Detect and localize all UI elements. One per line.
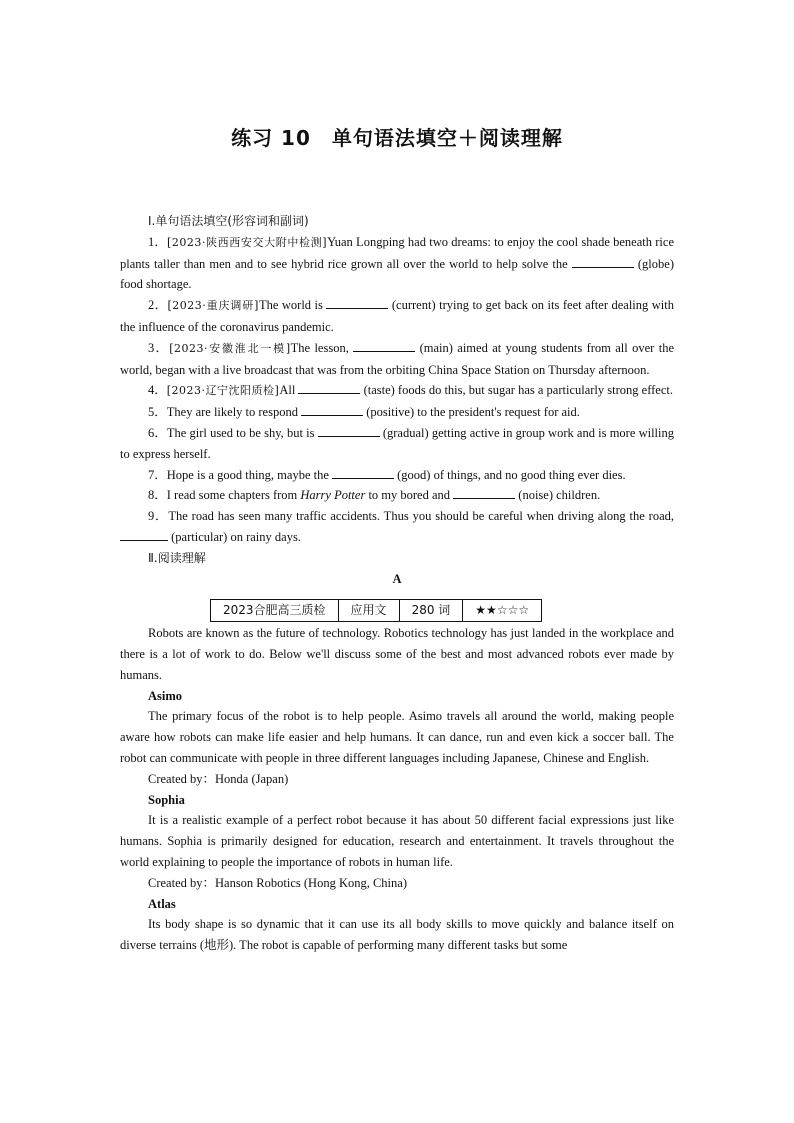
answer-blank[interactable]	[326, 296, 388, 309]
question-5: 5．They are likely to respond (positive) to the president's request for aid.	[148, 405, 580, 420]
info-source: 2023合肥高三质检	[211, 600, 339, 622]
answer-blank[interactable]	[453, 486, 515, 499]
robot-name: Sophia	[148, 792, 185, 807]
answer-blank[interactable]	[572, 255, 634, 268]
document-body	[120, 211, 674, 956]
info-genre: 应用文	[338, 600, 399, 622]
question-6: 6．The girl used to be shy, but is (gradual) getting active in group work and is more willing to express herself.	[120, 425, 674, 461]
question-4: 4．[2023·辽宁沈阳质检]All (taste) foods do this, but sugar has a particularly strong effect.	[148, 383, 673, 398]
answer-blank[interactable]	[318, 424, 380, 437]
robot-description: It is a realistic example of a perfect robot because it has about 50 different facial expressions just like humans. Sophia is primarily designed for education, research and entertainment. It travels throughout the world explaining to people the importance of robots in human life.	[120, 813, 674, 869]
passage-info-table	[210, 599, 542, 622]
answer-blank[interactable]	[353, 339, 415, 352]
answer-blank[interactable]	[120, 528, 168, 541]
robot-creator: Created by：Hanson Robotics (Hong Kong, China)	[148, 875, 407, 890]
robot-description: The primary focus of the robot is to help people. Asimo travels all around the world, making people aware how robots can make life easier and help humans. It can dance, run and even kick a soccer ball. The robot can communicate with people in three different languages including Japanese, Chinese and English.	[120, 709, 674, 765]
question-8: 8．I read some chapters from Harry Potter to my bored and (noise) children.	[148, 488, 601, 503]
page-title: 练习 10 单句语法填空＋阅读理解	[231, 126, 563, 150]
question-9: 9．The road has seen many traffic accidents. Thus you should be careful when driving along the road, (particular) on rainy days.	[120, 506, 674, 548]
robot-name: Atlas	[148, 896, 176, 911]
question-3: 3．[2023·安徽淮北一模]The lesson, (main) aimed at young students from all over the world, began with a live broadcast that was from the orbiting China Space Station on Thursday afternoon.	[120, 340, 674, 377]
section-1-heading: Ⅰ.单句语法填空(形容词和副词)	[148, 214, 309, 228]
robot-creator: Created by：Honda (Japan)	[148, 771, 289, 786]
answer-blank[interactable]	[332, 466, 394, 479]
question-2: 2．[2023·重庆调研]The world is (current) trying to get back on its feet after dealing with the influence of the coronavirus pandemic.	[120, 298, 674, 334]
answer-blank[interactable]	[301, 403, 363, 416]
answer-blank[interactable]	[298, 381, 360, 394]
info-word-count: 280 词	[399, 600, 463, 622]
section-2-heading: Ⅱ.阅读理解	[148, 550, 206, 565]
question-7: 7．Hope is a good thing, maybe the (good) of things, and no good thing ever dies.	[148, 467, 626, 482]
question-1: 1．[2023·陕西西安交大附中检测]Yuan Longping had two dreams: to enjoy the cool shade beneath rice plants taller than men and to see hybrid rice grown all over the world to help solve the (globe) food shortage.	[120, 234, 674, 292]
robot-description: Its body shape is so dynamic that it can use its all body skills to move quickly and balance itself on diverse terrains (地形). The robot is capable of performing many different tasks but some	[120, 917, 674, 953]
robot-name: Asimo	[148, 688, 183, 703]
info-difficulty-stars: ★★☆☆☆	[463, 600, 542, 622]
passage-intro: Robots are known as the future of technology. Robotics technology has just landed in the workplace and there is a lot of work to do. Below we'll discuss some of the best and most advanced robots ever made by humans.	[120, 626, 674, 682]
passage-label: A	[392, 571, 402, 586]
